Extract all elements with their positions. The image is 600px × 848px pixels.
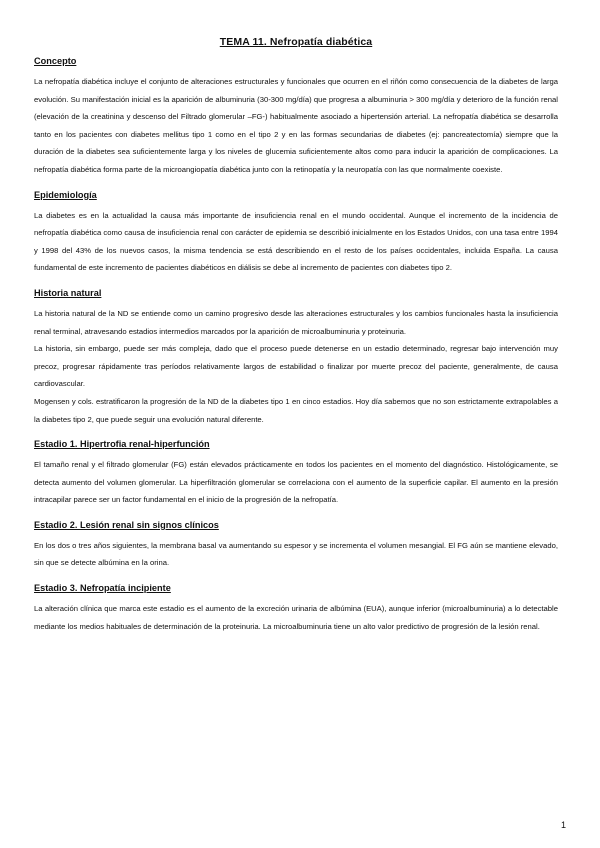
document-page — [34, 36, 558, 643]
section-heading: Estadio 2. Lesión renal sin signos clínicos — [34, 519, 219, 530]
section-heading: Estadio 3. Nefropatía incipiente — [34, 583, 171, 594]
paragraph: Mogensen y cols. estratificaron la progresión de la ND de la diabetes tipo 1 en cinco estadios. Hoy día sabemos que no son estrictamente extrapolables a la diabetes tipo 2, que puede seguir una evolución natural diferente. — [34, 396, 558, 424]
section-heading: Historia natural — [34, 287, 102, 298]
section-concepto — [34, 55, 558, 179]
paragraph: El tamaño renal y el filtrado glomerular (FG) están elevados prácticamente en todos los pacientes en el momento del diagnóstico. Histológicamente, se detecta aumento del volumen glomerular. La hiperfiltración glomerular se correlaciona con el aumento de la superficie capilar. El aumento en la presión intracapilar parece ser un factor fundamental en el inicio de la progresión de la nefropatía. — [34, 460, 558, 505]
paragraph: La historia natural de la ND se entiende como un camino progresivo desde las alteraciones estructurales y los cambios funcionales hasta la insuficiencia renal terminal, atravesando estadios intermedios marcados por la aparición de microalbuminuria y proteinuria. — [34, 308, 558, 336]
section-heading: Concepto — [34, 56, 77, 66]
section-epidemiologia — [34, 189, 558, 277]
section-estadio-1 — [34, 438, 558, 509]
document-title: TEMA 11. Nefropatía diabética — [219, 36, 373, 48]
paragraph: La nefropatía diabética incluye el conjunto de alteraciones estructurales y funcionales que ocurren en el riñón como consecuencia de la diabetes de larga evolución. Su manifestación inicial es la aparición de albuminuria (30-300 mg/día) que progresa a albuminuria > 300 mg/día y deterioro de la función renal (elevación de la creatinina y descenso del Filtrado glomerular –FG-) habitualmente asociado a hipertensión arterial. La nefropatía diabética se desarrolla tanto en los pacientes con diabetes mellitus tipo 1 como en el tipo 2 y en las formas secundarias de diabetes (ej: pancreatectomía) siempre que la duración de la diabetes sea suficientemente larga y los niveles de glucemia suficientemente altos como para inducir la aparición de complicaciones. La nefropatía diabética forma parte de la microangiopatía diabética junto con la retinopatía y la neuropatía con las que normalmente coexiste. — [34, 77, 558, 174]
paragraph: La alteración clínica que marca este estadio es el aumento de la excreción urinaria de albúmina (EUA), aunque inferior (microalbuminuria) a lo detectable mediante los medios habituales de determinación de la proteinuria. La microalbuminuria tiene un alto valor predictivo de progresión de la lesión renal. — [34, 604, 558, 631]
section-historia-natural — [34, 287, 558, 428]
paragraph: La diabetes es en la actualidad la causa más importante de insuficiencia renal en el mundo occidental. Aunque el incremento de la incidencia de nefropatía diabética como causa de insuficiencia renal con carácter de epidemia se describió inicialmente en los Estados Unidos, con una tasa entre 1994 y 1998 del 43% de los nuevos casos, la misma tendencia se está describiendo en el resto de los países occidentales, incluida España. La causa fundamental de este incremento de pacientes diabéticos en diálisis se debe al incremento de pacientes con diabetes tipo 2. — [34, 210, 558, 273]
section-estadio-3 — [34, 582, 558, 635]
section-heading: Epidemiología — [34, 189, 97, 200]
paragraph: La historia, sin embargo, puede ser más compleja, dado que el proceso puede detenerse en un estadio determinado, regresar bajo intervención muy precoz, progresar rápidamente tras períodos relativamente largos de estabilidad o finalizar por muerte precoz del paciente, generalmente, de causa cardiovascular. — [34, 344, 558, 389]
section-heading: Estadio 1. Hipertrofia renal-hiperfunción — [34, 439, 210, 450]
paragraph: En los dos o tres años siguientes, la membrana basal va aumentando su espesor y se incrementa el volumen mesangial. El FG aún se mantiene elevado, sin que se detecte albúmina en la orina. — [34, 540, 558, 568]
page-number: 1 — [560, 820, 566, 830]
section-estadio-2 — [34, 519, 558, 572]
